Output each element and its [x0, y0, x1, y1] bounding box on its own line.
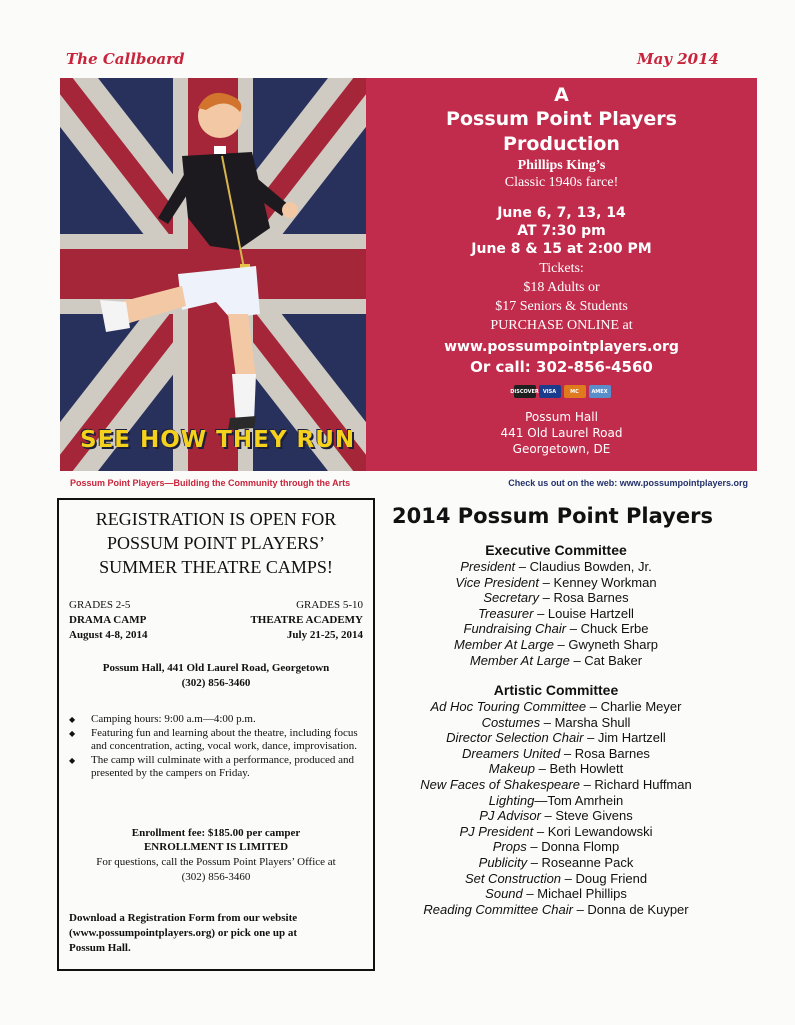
list-item: ◆ The camp will culminate with a performance, produced and presented by the campers on Friday. — [69, 754, 365, 780]
member-role: Sound — [485, 886, 523, 902]
list-item — [386, 777, 726, 793]
list-item — [386, 575, 726, 591]
member-separator: – — [535, 761, 550, 777]
download-line-1: Download a Registration Form from our website — [69, 912, 298, 924]
list-item — [386, 824, 726, 840]
list-item — [386, 871, 726, 887]
executive-members — [386, 559, 726, 668]
camp-bullets — [69, 713, 365, 781]
member-name: Kenney Workman — [553, 574, 657, 590]
member-role: President — [460, 559, 516, 574]
member-name: Gwyneth Sharp — [568, 636, 659, 652]
member-role: Member At Large — [469, 652, 570, 668]
list-item — [386, 715, 726, 731]
member-role: New Faces of Shakespeare — [420, 776, 580, 792]
member-name: Rosa Barnes — [574, 745, 650, 761]
list-item — [386, 746, 726, 762]
committee-title: 2014 Possum Point Players — [392, 504, 713, 528]
member-name: Donna de Kuyper — [587, 901, 689, 917]
member-name: Rosa Barnes — [553, 590, 629, 606]
member-separator: – — [566, 621, 581, 637]
member-separator: – — [533, 823, 548, 839]
member-role: Secretary — [483, 590, 539, 606]
web-caption: Check us out on the web: www.possumpointplayers.org — [508, 478, 748, 488]
member-name: Cat Baker — [584, 652, 643, 668]
promo-phone: Or call: 302-856-4560 — [470, 358, 653, 376]
member-role: Costumes — [481, 714, 541, 730]
member-name: Doug Friend — [575, 870, 648, 886]
list-item — [386, 808, 726, 824]
member-name: Chuck Erbe — [580, 621, 649, 637]
member-name: Richard Huffman — [594, 776, 692, 792]
promo-tickets-senior: $17 Seniors & Students — [495, 299, 628, 314]
member-role: Props — [492, 839, 527, 855]
member-role: Lighting — [488, 792, 535, 808]
venue-street: 441 Old Laurel Road — [500, 426, 623, 440]
member-separator: – — [586, 699, 601, 714]
promo-org: Possum Point Players — [446, 108, 677, 130]
camp-heading-2: POSSUM POINT PLAYERS’ — [106, 533, 326, 553]
visa-card-icon: VISA — [539, 385, 561, 398]
member-separator: – — [539, 574, 554, 590]
member-separator: – — [561, 870, 576, 886]
newsletter-title: The Callboard — [66, 50, 185, 68]
promo-description: Classic 1940s farce! — [504, 175, 619, 190]
promo-tickets-label: Tickets: — [539, 261, 584, 276]
member-name: Donna Flomp — [541, 839, 620, 855]
member-role: Member At Large — [453, 636, 554, 652]
discover-card-icon: DISCOVER — [514, 385, 536, 398]
member-separator: – — [539, 590, 554, 606]
academy-grades: GRADES 5-10 — [296, 599, 363, 611]
member-separator: – — [540, 714, 555, 730]
member-separator: – — [522, 886, 538, 902]
member-role: Treasurer — [478, 605, 534, 621]
member-separator: – — [527, 854, 542, 870]
list-item: ◆ Camping hours: 9:00 a.m—4:00 p.m. — [69, 713, 365, 726]
member-separator: – — [526, 839, 542, 855]
list-item — [386, 761, 726, 777]
member-separator: – — [540, 808, 556, 824]
member-name: Kori Lewandowski — [547, 823, 653, 839]
academy-dates: July 21-25, 2014 — [286, 629, 363, 641]
camp-registration-box — [57, 498, 375, 971]
member-role: Dreamers United — [462, 745, 561, 761]
member-separator: – — [572, 901, 588, 917]
tagline-caption: Possum Point Players—Building the Community through the Arts — [70, 478, 351, 488]
member-separator: – — [533, 605, 548, 621]
promo-a: A — [554, 84, 569, 106]
venue-name: Possum Hall — [525, 410, 598, 424]
list-item — [386, 855, 726, 871]
camp-phone: (302) 856-3460 — [181, 677, 251, 689]
member-name: Roseanne Pack — [541, 854, 634, 870]
download-line-2[interactable]: (www.possumpointplayers.org) or pick one up at — [69, 927, 298, 939]
executive-committee — [386, 542, 726, 668]
camp-heading-3: SUMMER THEATRE CAMPS! — [99, 557, 333, 577]
questions-text: For questions, call the Possum Point Players’ Office at — [96, 856, 336, 868]
artistic-committee — [386, 682, 726, 917]
member-separator: – — [569, 652, 585, 668]
member-role: PJ Advisor — [479, 808, 541, 824]
member-name: Jim Hartzell — [597, 730, 666, 746]
member-role: Reading Committee Chair — [423, 901, 573, 917]
member-name: Claudius Bowden, Jr. — [529, 559, 652, 574]
member-role: Makeup — [488, 761, 536, 777]
drama-camp-grades: GRADES 2-5 — [69, 599, 131, 611]
amex-card-icon: AMEX — [589, 385, 611, 398]
list-item — [386, 653, 726, 669]
drama-camp-name: DRAMA CAMP — [69, 614, 147, 626]
venue-city: Georgetown, DE — [512, 442, 611, 456]
list-item — [386, 559, 726, 575]
list-item — [386, 730, 726, 746]
member-role: PJ President — [459, 823, 534, 839]
member-separator: – — [579, 776, 595, 792]
executive-heading: Executive Committee — [485, 542, 627, 558]
member-separator: – — [515, 559, 530, 574]
member-role: Set Construction — [464, 870, 562, 886]
show-banner — [60, 78, 757, 471]
member-name: Louise Hartzell — [547, 605, 634, 621]
show-title: SEE HOW THEY RUN — [80, 427, 356, 453]
enrollment-limited: ENROLLMENT IS LIMITED — [143, 841, 289, 853]
promo-production: Production — [503, 133, 620, 155]
list-item: ◆ Featuring fun and learning about the theatre, including focus and concentration, acting, vocal work, dance, improvisation. — [69, 727, 365, 753]
artistic-heading: Artistic Committee — [493, 682, 619, 698]
drama-camp-dates: August 4-8, 2014 — [69, 629, 148, 641]
member-name: Marsha Shull — [554, 714, 631, 730]
member-separator: — — [534, 792, 548, 808]
poster-art — [60, 78, 366, 471]
list-item — [386, 886, 726, 902]
payment-cards — [512, 385, 612, 399]
mastercard-icon: MC — [564, 385, 586, 398]
member-separator: – — [553, 636, 569, 652]
promo-dates-2: AT 7:30 pm — [517, 223, 606, 239]
issue-date: May 2014 — [636, 50, 719, 68]
list-item — [386, 590, 726, 606]
member-role: Publicity — [478, 854, 528, 870]
member-name: Tom Amrhein — [547, 792, 624, 808]
enrollment-fee: Enrollment fee: $185.00 per camper — [131, 827, 301, 839]
list-item — [386, 793, 726, 809]
camp-location: Possum Hall, 441 Old Laurel Road, Georgetown — [102, 662, 330, 674]
promo-tickets-purchase: PURCHASE ONLINE at — [490, 318, 633, 333]
questions-phone: (302) 856-3460 — [181, 871, 251, 883]
list-item — [386, 621, 726, 637]
academy-name: THEATRE ACADEMY — [250, 614, 363, 626]
member-separator: – — [560, 745, 575, 761]
promo-dates-3: June 8 & 15 at 2:00 PM — [471, 241, 652, 257]
list-item — [386, 637, 726, 653]
promo-website-link[interactable]: www.possumpointplayers.org — [444, 339, 679, 355]
list-item — [386, 902, 726, 918]
member-name: Beth Howlett — [549, 761, 624, 777]
union-jack-illustration — [60, 78, 366, 471]
list-item — [386, 699, 726, 715]
member-name: Steve Givens — [555, 808, 633, 824]
list-item — [386, 839, 726, 855]
promo-tickets-adult: $18 Adults or — [523, 280, 600, 295]
member-separator: – — [583, 730, 598, 746]
list-item — [386, 606, 726, 622]
promo-panel — [366, 78, 757, 471]
member-role: Vice President — [455, 574, 540, 590]
promo-author: Phillips King’s — [517, 158, 606, 173]
member-role: Ad Hoc Touring Committee — [430, 699, 587, 714]
member-role: Director Selection Chair — [446, 730, 584, 746]
member-role: Fundraising Chair — [463, 621, 567, 637]
camp-heading-1: REGISTRATION IS OPEN FOR — [95, 509, 337, 529]
member-name: Michael Phillips — [537, 886, 627, 902]
promo-dates-1: June 6, 7, 13, 14 — [497, 205, 626, 221]
member-name: Charlie Meyer — [600, 699, 682, 714]
artistic-members — [386, 699, 726, 917]
download-line-3: Possum Hall. — [69, 942, 131, 954]
